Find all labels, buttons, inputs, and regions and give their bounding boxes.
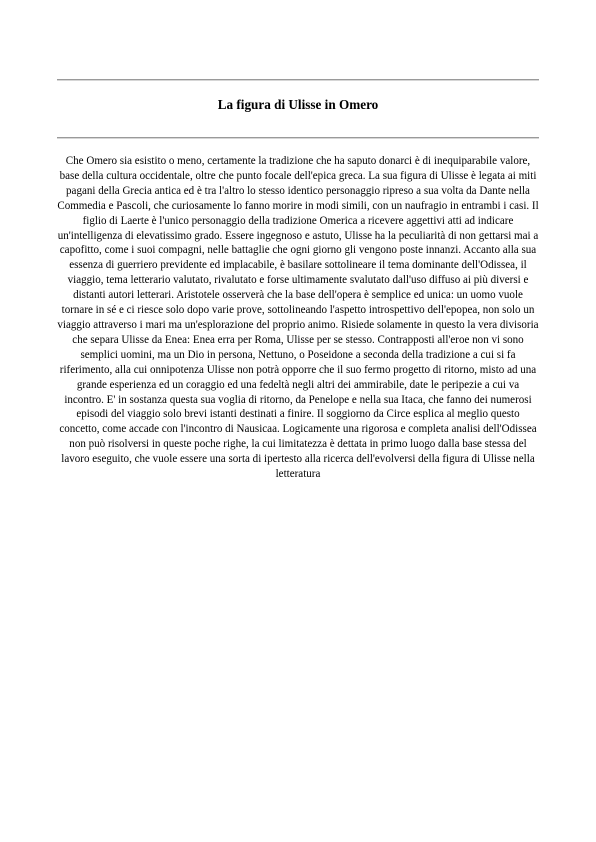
page-title: La figura di Ulisse in Omero xyxy=(217,97,379,112)
body-paragraph: Che Omero sia esistito o meno, certamente la tradizione che ha saputo donarci è di inequiparabile valore, base della cultura occidentale, oltre che punto focale dell'epica greca. La sua figura di Ulisse è legata ai miti pagani della Grecia antica ed è tra l'altro lo stesso identico personaggio ripreso a sua volta da Dante nella Commedia e Pascoli, che curiosamente lo fanno morire in modi simili, con un naufragio in entrambi i casi. Il figlio di Laerte è l'unico personaggio della tradizione Omerica a ricevere aggettivi atti ad indicare un'intelligenza di elevatissimo grado. Essere ingegnoso e astuto, Ulisse ha la peculiarità di non gettarsi mai a capofitto, come i suoi compagni, nelle battaglie che ogni giorno gli vengono poste innanzi. Accanto alla sua essenza di guerriero previdente ed implacabile, è basilare sottolineare il tema dominante dell'Odissea, il viaggio, tema letterario valutato, rivalutato e forse ultimamente svalutato dall'uso diffuso ai più diversi e distanti autori letterari. Aristotele osserverà che la base dell'opera è semplice ed unica: un uomo vuole tornare in sé e ci riesce solo dopo varie prove, sottolineando l'aspetto introspettivo dell'epopea, non solo un viaggio attraverso i mari ma un'esplorazione del proprio animo. Risiede solamente in questo la vera divisoria che separa Ulisse da Enea: Enea erra per Roma, Ulisse per se stesso. Contrapposti all'eroe non vi sono semplici uomini, ma un Dio in persona, Nettuno, o Poseidone a seconda della tradizione a cui si fa riferimento, alla cui onnipotenza Ulisse non potrà opporre che il suo fermo progetto di ritorno, misto ad una grande esperienza ed un coraggio ed una fedeltà negli altri dei ammirabile, date le peripezie a cui va incontro. E' in sostanza questa sua voglia di ritorno, da Penelope e nella sua Itaca, che fanno dei numerosi episodi del viaggio solo brevi istanti destinati a finire. Il soggiorno da Circe esplica al meglio questo concetto, come accade con l'incontro di Nausicaa. Logicamente una rigorosa e completa analisi dell'Odissea non può risolversi in queste poche righe, la cui limitatezza è dettata in primo luogo dalla base stessa del lavoro eseguito, che vuole essere una sorta di ipertesto alla ricerca dell'evolversi della figura di Ulisse nella letteratura xyxy=(57,155,539,481)
bottom-divider xyxy=(57,137,539,139)
top-divider xyxy=(57,79,539,81)
